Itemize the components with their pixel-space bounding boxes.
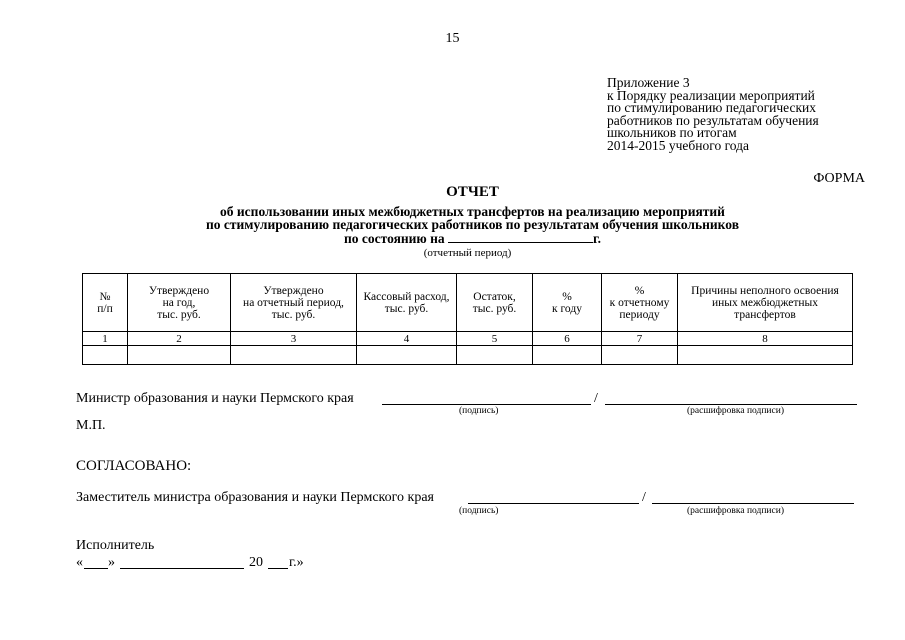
minister-label: Министр образования и науки Пермского края (76, 391, 354, 406)
appendix-line: работников по результатам обучения (607, 112, 819, 128)
date-year-prefix: 20 (249, 555, 263, 570)
column-number: 5 (457, 332, 533, 346)
table-cell[interactable] (533, 346, 602, 365)
table-cell[interactable] (231, 346, 357, 365)
header-cell: % к году (533, 274, 602, 332)
appendix-header (607, 77, 819, 152)
minister-decode-line[interactable] (605, 404, 857, 405)
report-table (82, 273, 853, 365)
subtitle-line: об использовании иных межбюджетных трансфертов на реализацию мероприятий (220, 204, 725, 219)
appendix-line: школьников по итогам (607, 125, 737, 140)
executor-label: Исполнитель (76, 538, 155, 553)
table-row (83, 346, 853, 365)
table-cell[interactable] (357, 346, 457, 365)
deputy-decode-line[interactable] (652, 503, 854, 504)
column-number: 3 (231, 332, 357, 346)
date-close-quote: » (108, 555, 115, 570)
column-number-row (83, 332, 853, 346)
deputy-signature-line[interactable] (468, 503, 639, 504)
subtitle-line-date (0, 231, 905, 246)
subtitle-date-prefix: по состоянию на (343, 231, 445, 246)
deputy-decode-caption: (расшифровка подписи) (687, 506, 784, 516)
minister-signature-caption: (подпись) (459, 406, 499, 416)
header-cell: Утверждено на год, тыс. руб. (128, 274, 231, 332)
column-number: 1 (83, 332, 128, 346)
document-title: ОТЧЕТ (446, 184, 499, 200)
minister-decode-caption: (расшифровка подписи) (687, 406, 784, 416)
header-cell: Утверждено на отчетный период, тыс. руб. (231, 274, 357, 332)
header-cell: № п/п (83, 274, 128, 332)
date-month-blank[interactable] (120, 568, 244, 569)
appendix-line: Приложение 3 (607, 75, 690, 90)
header-cell: % к отчетному периоду (602, 274, 678, 332)
appendix-line: к Порядку реализации мероприятий (607, 87, 815, 103)
column-number: 2 (128, 332, 231, 346)
table-cell[interactable] (602, 346, 678, 365)
column-number: 4 (357, 332, 457, 346)
date-year-suffix: г.» (289, 555, 304, 570)
deputy-separator: / (642, 490, 646, 505)
period-caption: (отчетный период) (423, 247, 512, 259)
date-open-quote: « (76, 555, 83, 570)
column-number: 7 (602, 332, 678, 346)
appendix-line: по стимулированию педагогических (607, 100, 816, 115)
agreed-label: СОГЛАСОВАНО: (76, 458, 192, 474)
table-cell[interactable] (678, 346, 853, 365)
date-day-blank[interactable] (84, 568, 108, 569)
column-number: 6 (533, 332, 602, 346)
minister-separator: / (594, 391, 598, 406)
table-cell[interactable] (83, 346, 128, 365)
table-cell[interactable] (128, 346, 231, 365)
document-subtitle (0, 206, 905, 246)
minister-signature-line[interactable] (382, 404, 591, 405)
table-header-row (83, 274, 853, 332)
column-number: 8 (678, 332, 853, 346)
date-year-blank[interactable] (268, 568, 288, 569)
header-cell: Остаток, тыс. руб. (457, 274, 533, 332)
table-cell[interactable] (457, 346, 533, 365)
header-cell: Кассовый расход, тыс. руб. (357, 274, 457, 332)
deputy-label: Заместитель министра образования и науки Пермского края (76, 490, 434, 505)
form-label: ФОРМА (813, 171, 865, 186)
stamp-label: М.П. (76, 418, 106, 433)
subtitle-line: по стимулированию педагогических работников по результатам обучения школьников (205, 216, 739, 232)
page-number: 15 (445, 31, 460, 46)
subtitle-date-suffix: г. (593, 231, 602, 246)
deputy-signature-caption: (подпись) (459, 506, 499, 516)
appendix-line: 2014-2015 учебного года (607, 137, 749, 153)
report-date-blank[interactable] (448, 231, 593, 243)
header-cell: Причины неполного освоения иных межбюджетных трансфертов (678, 274, 853, 332)
